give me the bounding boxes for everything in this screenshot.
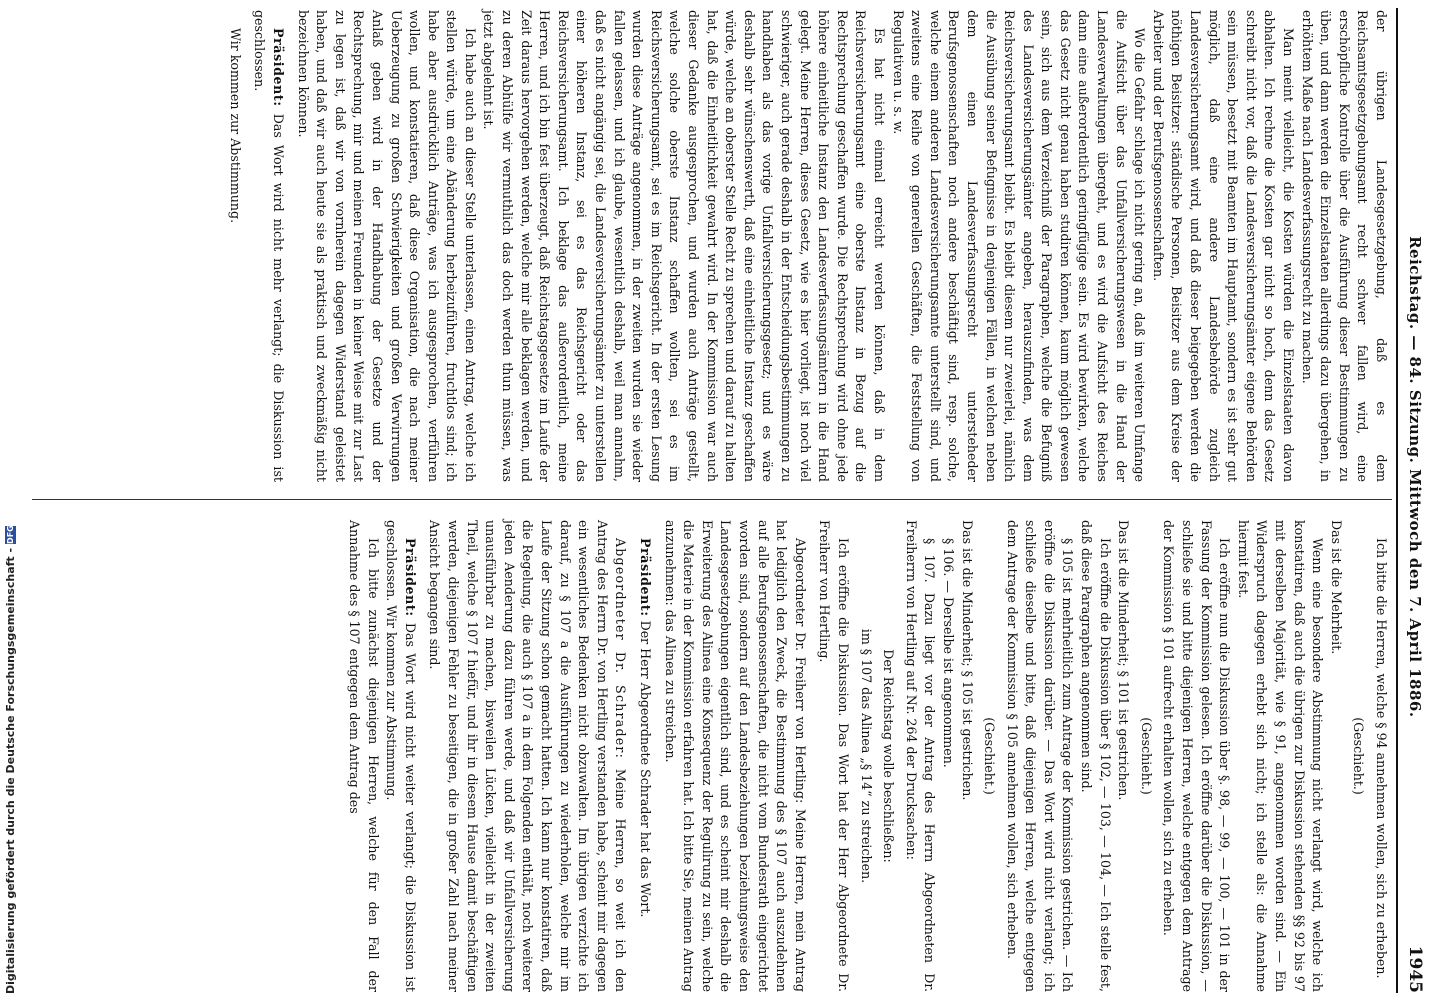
paragraph: Das ist die Minderheit; § 105 ist gestrichen. — [959, 520, 975, 801]
paragraph: Ich habe auch an dieser Stelle unterlassen, einen Antrag, welche ich stellen würde, um eine Abänderung herbeizuführen, fruchtlos sind; ich habe aber ausdrücklich Anträge, was ich ausgesprochen, verführen wollen, und konstatieren, daß diese Organisation, die nach meiner Ueberzeugung zu großen Schwierigkeiten und großen Verwirrungen Anlaß geben wird in der Handhabung der Gesetze und der Rechtsprechung, mir und meinen Freunden in keiner Weise mit zur Last zu legen ist, daß wir von vornherein dagegen Widerstand geleistet haben, und daß wir auch heute sie als praktisch und zweckmäßig nicht bezeichnen können. — [295, 10, 478, 482]
statement-text: Das Wort wird nicht weiter verlangt; die Diskussion ist geschlossen. Wir kommen zur Abstimmung. — [384, 520, 418, 992]
paragraph: Ich bitte zunächst diejenigen Herren, welche für den Fall der Annahme des § 107 entgegen dem Antrag des — [347, 520, 381, 992]
paragraph: Ich eröffne nun die Diskussion über §. 98, — 99, — 100, — 101 in der Fassung der Kommission gelesen. Ich eröffne darüber die Diskussion, — schließe sie und bitte diejenigen Herren, welche entgegen dem Antrage der Kommission § 101 aufrecht erhalten wollen, sich zu erheben. — [1161, 520, 1233, 992]
paragraph: Abgeordneter Dr. Freiherr von Hertling: Meine Herren, mein Antrag hat lediglich den Zweck, die Bestimmung des § 107 auch auszudehnen auf alle Berufsgenossenschaften, die nicht vom Bundesrath eingerichtet worden sind, sondern auf den Landesbeziehungen beziehungsweise den Landesgesetzgebungen eigentlich sind, und es scheint mir deshalb die Erweiterung des Alinea eine Konsequenz der Regulirung zu sein, welche die Materie in der Kommission erfahren hat. Ich bitte Sie, meinen Antrag anzunehmen: das Alinea zu streichen. — [662, 520, 808, 992]
president-statement — [250, 10, 287, 482]
paragraph: § 106. — Derselbe ist angenommen. — [940, 538, 956, 768]
paragraph: Ich eröffne die Diskussion. Das Wort hat der Herr Abgeordnete Dr. Freiherr von Hertling. — [817, 520, 851, 992]
footer-text: Digitalisierung gefördert durch die Deutsche Forschungsgemeinschaft - — [3, 547, 17, 994]
digitization-footer — [0, 0, 20, 1000]
speaker-label: Präsident: — [270, 28, 286, 107]
statement-text: Meine Herren, so weit ich den Antrag des Herrn Dr. von Hertling verstanden habe, scheint mir dagegen ein wesentliches Bedenken nicht obzuwalten. Im übrigen verzichte ich darauf, zu § 107 a die Ausführungen zu wiederholen, welche mir im Laufe der Sitzung schon gemacht hatten. Ich kann nur konstatiren, daß die Regelung, die auch § 107 a in dem Folgenden enthält, noch weiterer jeden Aenderung dazu führen werde, und daß wir Unfallversicherung unausführbar zu machen, bisweilen Lücken, vielleicht in der zweiten Theil, welche § 107 f hiefür, und ihr in diesem Hause damit beschäftigen werden, diejenigen Fehler zu beseitigen, die in großer Zahl nach meiner Ansicht begangen sind. — [427, 520, 629, 992]
paragraph: § 107. Dazu liegt vor der Antrag des Herrn Abgeordneten Dr. Freiherrn von Hertling auf Nr. 264 der Drucksachen: — [903, 520, 938, 992]
speaker-label: Präsident: — [638, 538, 654, 617]
speaker-label: Präsident: — [402, 538, 418, 617]
header-title: Reichstag. — 84. Sitzung. Mittwoch den 7. April 1886. — [1406, 236, 1424, 718]
paragraph: Wir kommen zur Abstimmung. — [227, 28, 243, 224]
column-divider — [32, 499, 1392, 500]
statement-text: Der Herr Abgeordnete Schrader hat das Wort. — [638, 620, 654, 918]
left-column — [90, 10, 1390, 482]
paragraph: Wo die Gefahr schlage ich nicht gering an, daß im weiteren Umfange die Aufsicht über das Unfallversicherungswesen in die Hand der Landesverwaltungen übergeht, und es wird die Aufsicht des Reiches dann eine außerordentlich geringfügige sein. Es wird bewirken, welche das Gesetz nicht genau haben studiren können, kaum möglich gewesen sein, sich aus dem Verzeichniß der Paragraphen, welche die Befugniß des Landesversicherungsämter angeben, herauszufinden, was dem Reichsversicherungsamt bleibt. Es bleibt diesem nur zweierlei, nämlich die Ausübung seiner Befugnisse in denjenigen Fällen, in welchen neben dem einen Landesverfassungsrecht untersteheder Berufsgenossenschaften noch andere beschäftigt sind, resp. solche, welche einem anderen Landesversicherungsamte unterstellt sind, und zweitens eine Reihe von generellen Geschäften, die Feststellung von Regulativen u. s. w. — [890, 10, 1148, 482]
paragraph: Das ist die Mehrheit. — [1328, 520, 1344, 655]
paragraph: Das ist die Minderheit; § 101 ist gestrichen. — [1116, 520, 1132, 801]
dfg-logo: DFG — [5, 525, 15, 544]
paragraph: Wenn eine besondere Abstimmung nicht verlangt wird, welche ich konstatiren, daß auch die übrigen zur Diskussion stehenden §§ 92 bis 97 mit derselben Majorität, wie § 91, angenommen worden sind. — Ein Widerspruch dagegen erhebt sich nicht; ich stelle als: die Annahme hiermit fest. — [1235, 520, 1326, 992]
paragraph: Der Reichstag wolle beschließen: — [881, 649, 897, 863]
paragraph: Es hat nicht einmal erreicht werden können, daß in dem Reichsversicherungsamt eine oberste Instanz in Bezug auf die Rechtsprechung geschaffen wurde. Die Rechtsprechung wird ohne jede höhere einheitliche Instanz den Landesverfassungsämtern in die Hand gelegt. Meine Herren, dieses Gesetz, wie es hier vorliegt, ist noch viel schwieriger, auch gerade deshalb in der Entscheidungsbestimmungen zu handhaben als das vorige Unfallversicherungsgesetz; und es wäre deshalb sehr wünschenswerth, daß eine einheitliche Instanz geschaffen würde, welche an oberster Stelle Recht zu sprechen und darauf zu halten hat, daß die Einheitlichkeit gewahrt wird. In der Kommission war auch dieser Gedanke ausgesprochen, und wurden auch Anträge gestellt, welche solche oberste Instanz schaffen wollten, sei es im Reichsversicherungsamt, sei es im Reichsgericht. In der ersten Lesung wurden diese Anträge angenommen, in der zweiten wurden sie wieder fallen gelassen, und ich glaube, wesentlich deshalb, weil man annahm, daß es nicht angängig sei, die Landesversicherungsämter zu unterstellen einer höheren Instanz, sei es das Reichsgericht oder das Reichsversicherungsamt. Ich beklage das außerordentlich, meine Herren, und ich bin fest überzeugt, daß Reichstagsgesetze im Laufe der Zeit daraus hervorgehen werden, welche mir alle beklagen werden, und zu deren Abhülfe wir vermuthlich das doch werden thun müssen, was jetzt abgelehnt ist. — [481, 10, 887, 482]
stage-direction: (Geschieht.) — [1138, 717, 1154, 795]
page-number: 1945 — [1405, 945, 1425, 993]
president-statement — [382, 520, 419, 992]
paragraph: Man meint vielleicht, die Kosten würden die Einzelstaaten davon abhalten. Ich rechne die Kosten gar nicht so hoch, denn das Gesetz schreibt nicht vor, daß die Landesversicherungsämter eigene Behörden sein müssen, besetzt mit Beamten im Hauptamt, sondern es ist sehr gut möglich, daß eine andere Landesbehörde zugleich Landesversicherungsamt wird, und daß dieser beigegeben werden die nöthigen Beisitzer: ständische Personen, Beisitzer aus dem Kreise der Arbeiter und der Berufsgenossenschaften. — [1150, 10, 1297, 482]
paragraph: der übrigen Landesgesetzgebung, daß es dem Reichsamtsgesetzgebungsamt recht schwer fallen wird, eine erschöpfliche Kontrolle über die Ausführung dieser Bestimmungen zu üben, und dann werden die Einzelstaaten allerdings dazu übergehen, in erhöhtem Maße nach Landesverfassungsrecht zu machen. — [1299, 10, 1389, 482]
right-column — [90, 520, 1390, 992]
president-statement — [635, 520, 654, 992]
statement-text: Das Wort wird nicht mehr verlangt; die Diskussion ist geschlossen. — [252, 10, 286, 482]
paragraph: § 105 ist mehrheitlich zum Antrage der Kommission gestrichen. — Ich eröffne die Diskussion darüber. — Das Wort wird nicht verlangt; ich schließe dieselbe und bitte, daß diejenigen Herren, welche entgegen dem Antrage der Kommission § 105 annehmen wollen, sich erheben. — [1004, 520, 1076, 992]
paragraph: Ich eröffne die Diskussion über § 102, — 103, — 104, — Ich stelle fest, daß diese Paragraphen angenommen sind. — [1079, 520, 1113, 992]
stage-direction: (Geschieht.) — [982, 717, 998, 795]
paragraph: Ich bitte die Herren, welche § 94 annehmen wollen, sich zu erheben. — [1374, 538, 1389, 979]
page-header — [1396, 8, 1432, 993]
speaker-statement — [425, 520, 630, 992]
paragraph: im § 107 das Alinea „§ 14“ zu streichen. — [858, 628, 874, 884]
speaker-label: Abgeordneter Dr. Schrader: — [613, 538, 629, 760]
stage-direction: (Geschieht.) — [1351, 717, 1367, 795]
